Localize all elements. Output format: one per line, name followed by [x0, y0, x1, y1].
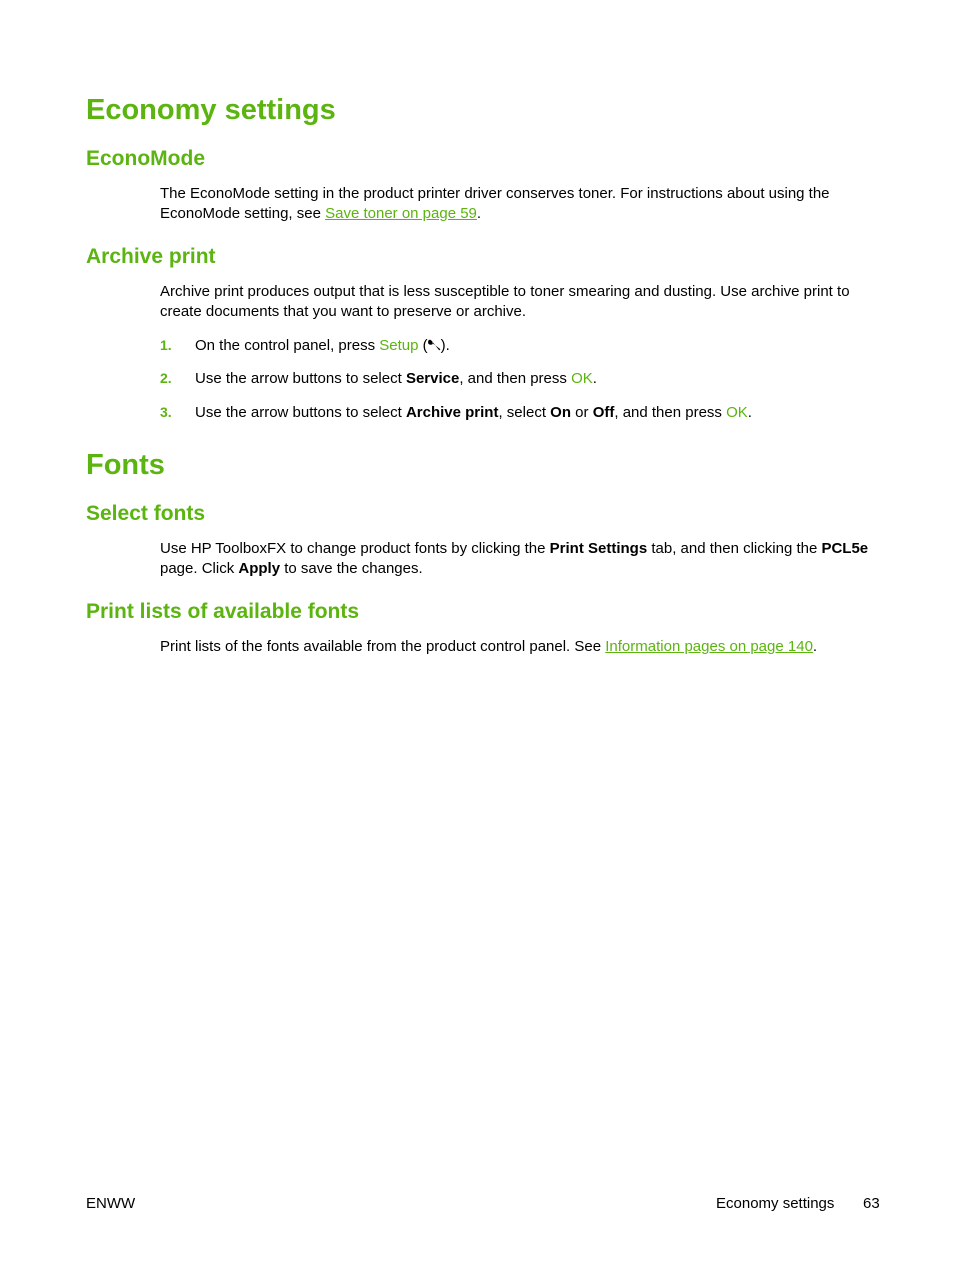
step-text: Use the arrow buttons to select Archive print, select On or Off, and then press OK. — [195, 404, 752, 421]
wrench-icon — [428, 338, 441, 352]
ok-button-label: OK — [571, 370, 593, 387]
step-number: 2. — [160, 370, 172, 386]
economode-period: . — [476, 204, 482, 222]
fonts-title: Fonts — [86, 449, 165, 481]
save-toner-link[interactable]: Save toner on page 59 — [325, 204, 477, 222]
print-lists-paragraph: Print lists of the fonts available from the product control panel. See Information pages on page 140. — [160, 638, 818, 655]
step-text: Use the arrow buttons to select Service, and then press OK. — [195, 370, 597, 387]
select-fonts-paragraph: Use HP ToolboxFX to change product fonts by clicking the Print Settings tab, and then clicking the PCL5e page. Click Apply to save the changes. — [160, 540, 869, 577]
step-number: 3. — [160, 404, 172, 420]
archive-print-paragraph: Archive print produces output that is less susceptible to toner smearing and dusting. Use archive print to create documents that you want to preserve or archive. — [160, 283, 850, 320]
footer-section: Economy settings — [716, 1195, 835, 1212]
archive-print-heading: Archive print — [86, 245, 216, 268]
step-number: 1. — [160, 337, 172, 353]
information-pages-link[interactable]: Information pages on page 140 — [605, 638, 813, 655]
economode-text: The EconoMode setting in the product printer driver conserves toner. For instructions about using the EconoMode setting, see — [160, 185, 830, 222]
ok-button-label: OK — [726, 404, 748, 421]
economode-paragraph — [160, 184, 885, 223]
economode-heading: EconoMode — [86, 147, 205, 170]
print-lists-heading: Print lists of available fonts — [86, 600, 360, 623]
step-text: On the control panel, press Setup ( ). — [195, 337, 450, 354]
page-title: Economy settings — [86, 94, 336, 126]
footer-left: ENWW — [86, 1195, 136, 1212]
setup-button-label: Setup — [379, 337, 419, 354]
page-number: 63 — [863, 1195, 880, 1212]
select-fonts-heading: Select fonts — [86, 502, 206, 525]
